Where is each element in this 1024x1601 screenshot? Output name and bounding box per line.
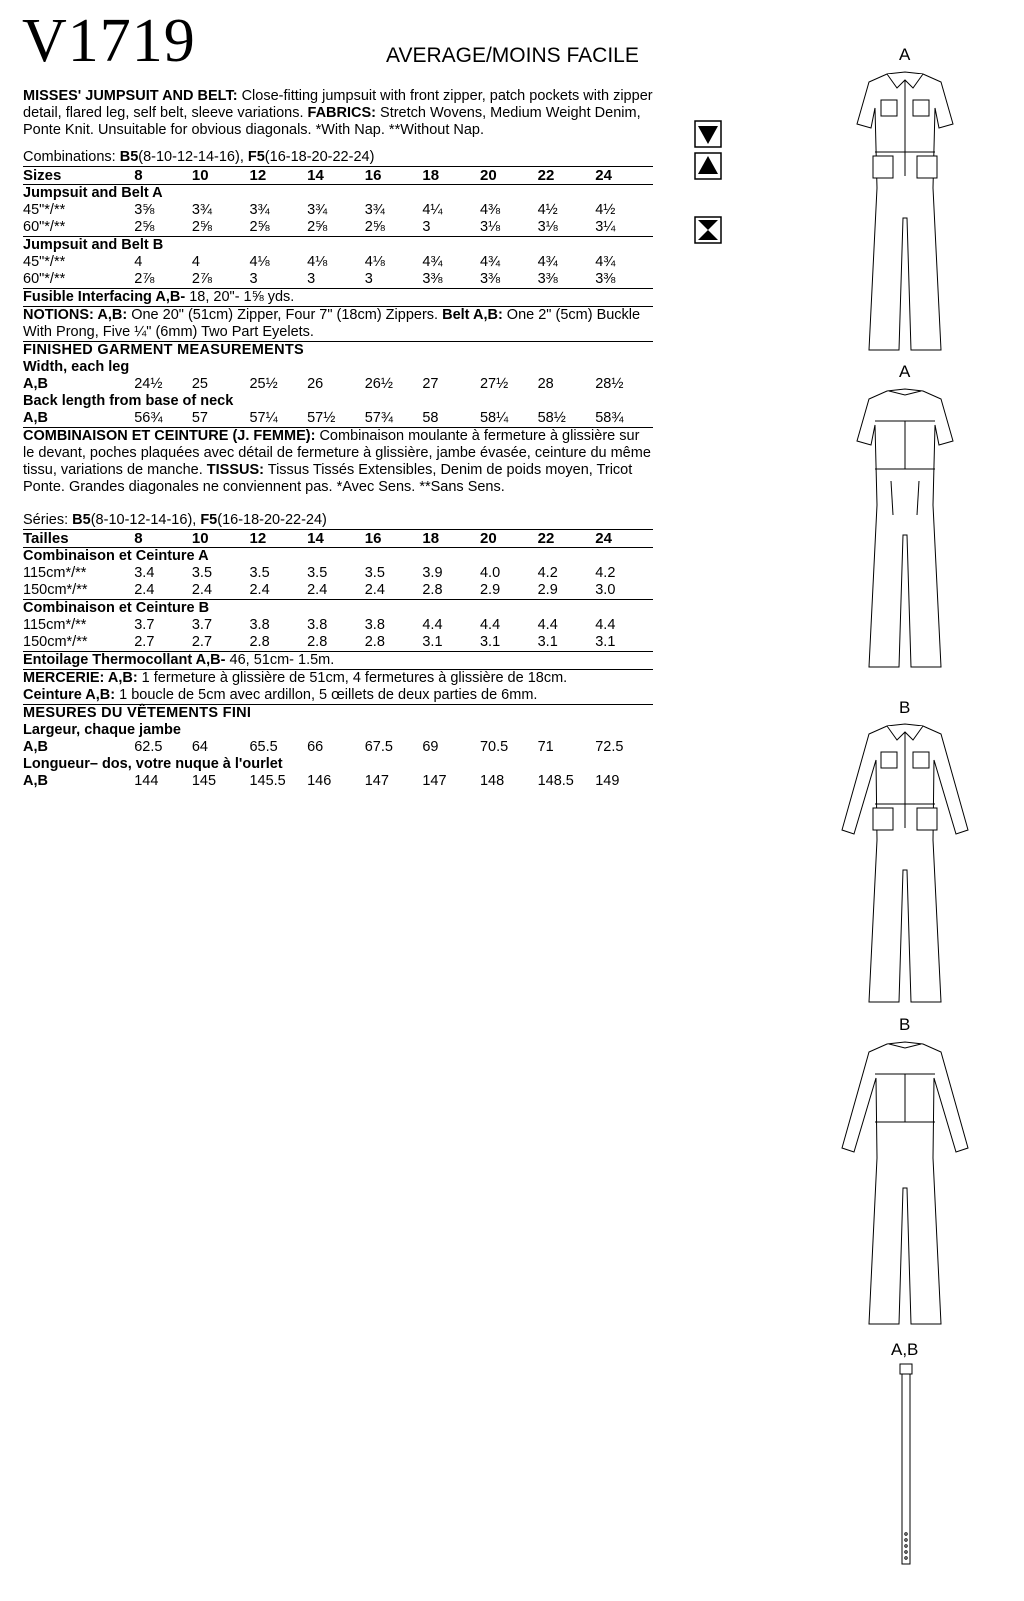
nap-symbols: [694, 120, 722, 248]
nap-up-triangle-icon: [694, 152, 722, 180]
view-label-b-back: B: [899, 1015, 911, 1034]
table-row: A,B 144 145 145.5 146 147 147 148 148.5 149: [23, 773, 620, 789]
table-row: A,B 56¾ 57 57¼ 57½ 57¾ 58 58¼ 58½ 58¾: [23, 410, 653, 428]
table-row: 60"*/** 2⅞ 2⅞ 3 3 3 3⅜ 3⅜ 3⅜ 3⅜: [23, 271, 616, 287]
hourglass-icon: [694, 216, 722, 244]
table-row: 150cm*/** 2.7 2.7 2.8 2.8 2.8 3.1 3.1 3.1 3.1: [23, 634, 616, 650]
jumpsuit-b-back-drawing: [830, 1038, 980, 1333]
back-length-title: Back length from base of neck: [23, 393, 234, 409]
table-row: 115cm*/** 3.7 3.7 3.8 3.8 3.8 4.4 4.4 4.4 4.4: [23, 617, 616, 633]
pattern-number: V1719: [22, 7, 196, 75]
notions-line: NOTIONS: A,B: One 20" (51cm) Zipper, Four 7" (18cm) Zippers. Belt A,B: One 2" (5cm) Buckle With Prong, Five ¼" (6mm) Two Part Eyelets.: [23, 306, 653, 341]
technical-drawings: [820, 0, 1020, 1601]
english-measurements-table: [23, 359, 653, 428]
finished-measurements-title: FINISHED GARMENT MEASUREMENTS: [23, 341, 653, 359]
french-description: COMBINAISON ET CEINTURE (J. FEMME): Combinaison moulante à fermeture à glissière sur le devant, poches plaquées avec détail de fermeture à glissière, jambe évasée, ceinture du même tissu, variations de manche. TISSUS: Tissus Tissés Extensibles, Denim de poids moyen, Tricot Ponte. Grandes diagonales ne conviennent pas. *Avec Sens. **Sans Sens.: [23, 428, 651, 495]
width-title: Width, each leg: [23, 359, 130, 375]
series-line: Séries: B5(8-10-12-14-16), F5(16-18-20-22-24): [23, 512, 327, 528]
table-row: 150cm*/** 2.4 2.4 2.4 2.4 2.4 2.8 2.9 2.9 3.0: [23, 582, 616, 598]
jumpsuit-a-front-drawing: [845, 68, 965, 358]
sizes-header: Tailles 8 10 12 14 16 18 20 22 24: [23, 530, 653, 548]
pattern-info: [23, 88, 653, 790]
jumpsuit-b-front-drawing: [830, 720, 980, 1010]
french-yardage-table: Tailles 8 10 12 14 16 18 20 22 24 Combinaison et Ceinture A 115cm*/** 3.4 3.5 3.5 3.5 3.5 3.9 4.0 4.2 4.2 150cm*/** 2.4 2.4 2.4 2.4 2.4 2.8 2.9 2.9 3.0 Combinaison et Ceinture B 115cm*/** 3.7 3.7 3.8 3.8 3.8 4.4 4.4 4.4 4.4 150cm*/** 2.7 2.7 2.8 2.8 2.8 3.1 3.1 3.1 3.1: [23, 529, 653, 651]
table-row: A,B 24½ 25 25½ 26 26½ 27 27½ 28 28½: [23, 376, 624, 392]
difficulty-label: AVERAGE/MOINS FACILE: [386, 44, 639, 67]
view-label-b-front: B: [899, 698, 911, 717]
description-title: MISSES' JUMPSUIT AND BELT:: [23, 88, 238, 104]
table-row: A,B 62.5 64 65.5 66 67.5 69 70.5 71 72.5: [23, 739, 624, 755]
interfacing-line: Fusible Interfacing A,B- 18, 20"- 1⅝ yds.: [23, 288, 653, 306]
jumpsuit-a-back-drawing: [845, 385, 965, 675]
fabrics-label: FABRICS:: [307, 105, 376, 121]
view-label-belt: A,B: [891, 1340, 919, 1359]
english-description: [23, 88, 653, 139]
combinations-line: Combinations: B5(8-10-12-14-16), F5(16-18-20-22-24): [23, 149, 375, 165]
table-row: 60"*/** 2⅝ 2⅝ 2⅝ 2⅝ 2⅝ 3 3⅛ 3⅛ 3¼: [23, 219, 616, 235]
table-row: 115cm*/** 3.4 3.5 3.5 3.5 3.5 3.9 4.0 4.2 4.2: [23, 565, 616, 581]
english-yardage-table: [23, 166, 653, 288]
view-label-a-back: A: [899, 362, 911, 381]
sizes-header: Sizes 8 10 12 14 16 18 20 22 24: [23, 167, 653, 185]
belt-drawing: [895, 1362, 919, 1572]
view-b-title: Jumpsuit and Belt B: [23, 237, 653, 255]
description-text: Close-fitting jumpsuit with front zipper, patch pockets with zipper detail, flared leg, self belt, sleeve variations.: [23, 88, 653, 121]
table-row: 45"*/** 3⅝ 3¾ 3¾ 3¾ 3¾ 4¼ 4⅜ 4½ 4½: [23, 202, 616, 218]
view-a-title: Jumpsuit and Belt A: [23, 185, 163, 201]
french-measurements-table: Largeur, chaque jambe A,B 62.5 64 65.5 66 67.5 69 70.5 71 72.5 Longueur– dos, votre nuque à l'ourlet A,B 144 145 145.5 146 147 147 148 148.5 149: [23, 722, 653, 790]
table-row: 45"*/** 4 4 4⅛ 4⅛ 4⅛ 4¾ 4¾ 4¾ 4¾: [23, 254, 616, 270]
interfacing-line-fr: Entoilage Thermocollant A,B- 46, 51cm- 1.5m.: [23, 651, 653, 669]
view-label-a-front: A: [899, 45, 911, 64]
finished-measurements-title-fr: MESURES DU VÊTEMENTS FINI: [23, 704, 653, 722]
fabrics-text: Stretch Wovens, Medium Weight Denim, Ponte Knit. Unsuitable for obvious diagonals. *With Nap. **Without Nap.: [23, 105, 641, 138]
notions-line-fr: MERCERIE: A,B: 1 fermeture à glissière de 51cm, 4 fermetures à glissière de 18cm. Ceinture A,B: 1 boucle de 5cm avec ardillon, 5 œillets de deux parties de 6mm.: [23, 669, 653, 704]
nap-down-triangle-icon: [694, 120, 722, 148]
